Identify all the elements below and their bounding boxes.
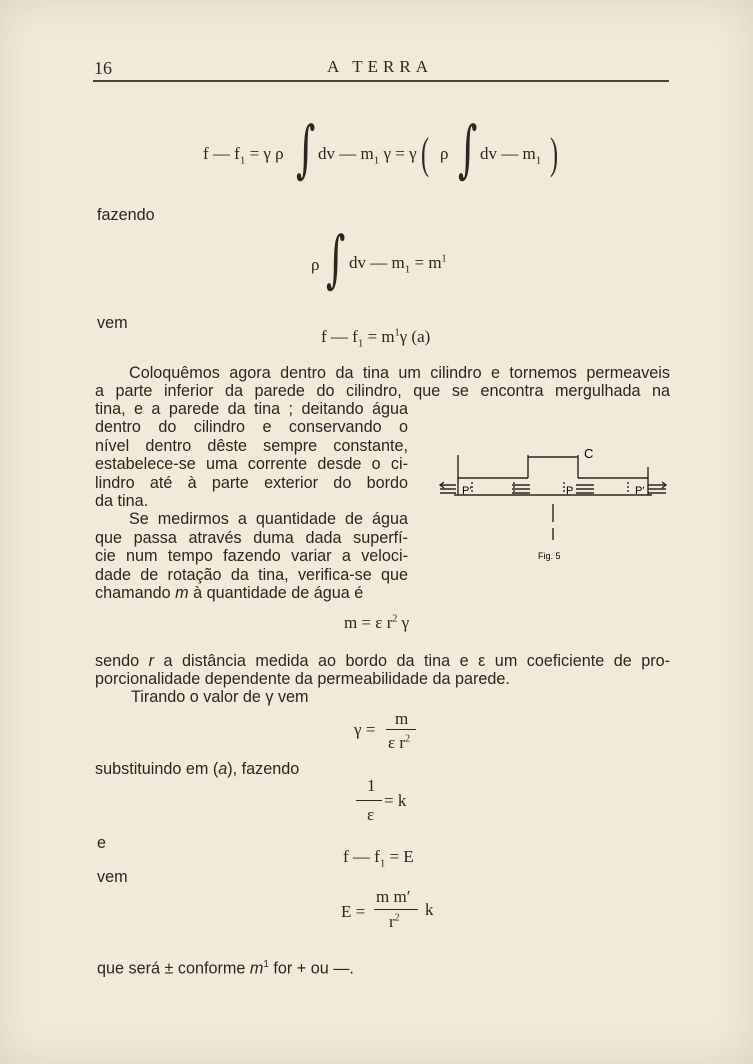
paragraph-line: tina, e a parede da tina ; deitando água	[95, 400, 408, 418]
figure-label-p: P′	[462, 485, 472, 497]
equation-7: f — $f_1 = E$	[343, 847, 414, 870]
left-paren: (	[421, 129, 430, 178]
paragraph-line: a parte inferior da parede do cilindro, que se encontra mergulhada na	[95, 382, 670, 400]
header-rule	[93, 80, 669, 82]
paragraph-line: lindro até à parte exterior do bordo	[95, 473, 408, 492]
figure-label-p: P	[566, 485, 574, 497]
figure-5-diagram	[432, 440, 672, 570]
paragraph-line: cie num tempo fazendo variar a veloci-	[95, 547, 408, 566]
flow-arrows-right	[648, 482, 666, 493]
flow-arrows-left	[440, 482, 456, 493]
paragraph-line: que será ± conforme $m^1$ for + ou —.	[97, 959, 354, 978]
running-title: A TERRA	[327, 57, 434, 76]
paragraph-line: Se medirmos a quantidade de água	[129, 510, 408, 529]
equation-3: f — $f_1 = m^1\gamma$ (a)	[321, 327, 431, 350]
paragraph-line: da tina.	[95, 492, 149, 511]
paragraph-line: estabelece-se uma corrente desde o ci-	[95, 455, 408, 474]
integral-sign: ∫	[326, 222, 346, 295]
page-number: 16	[94, 58, 112, 78]
integral-sign: ∫	[458, 112, 478, 185]
paragraph-line: chamando m à quantidade de água é	[95, 584, 364, 603]
paragraph-line: porcionalidade dependente da permeabilidade da parede.	[95, 670, 510, 688]
paragraph-line: Coloquêmos agora dentro da tina um cilindro e tornemos permeaveis	[129, 364, 670, 382]
integral-sign: ∫	[296, 112, 316, 185]
word-vem: vem	[97, 868, 128, 886]
paragraph-line: que passa através duma dada superfí-	[95, 528, 408, 547]
figure-label-p: P′	[635, 485, 645, 497]
paragraph-line: dentro do cilindro e conservando o	[95, 418, 408, 437]
word-e: e	[97, 834, 107, 852]
figure-caption: Fig. 5	[538, 551, 561, 561]
equation-4: m = ε $r^2$ γ	[344, 613, 410, 632]
figure-label-c: C	[584, 446, 594, 461]
paragraph-line: substituindo em (a), fazendo	[95, 760, 300, 778]
paragraph-line: Tirando o valor de γ vem	[131, 688, 309, 706]
paragraph-line: nível dentro dêste sempre constante,	[95, 436, 408, 455]
paragraph-line: sendo r a distância medida ao bordo da tina e ε um coeficiente de pro-	[95, 652, 671, 670]
paragraph-line: dade de rotação da tina, verifica-se que	[95, 565, 408, 584]
word-vem: vem	[97, 314, 128, 332]
flow-marks	[512, 485, 530, 493]
flow-marks	[576, 485, 594, 493]
wrapped-text-block	[95, 400, 408, 602]
right-paren: )	[550, 129, 559, 178]
word-fazendo: fazendo	[97, 206, 155, 224]
